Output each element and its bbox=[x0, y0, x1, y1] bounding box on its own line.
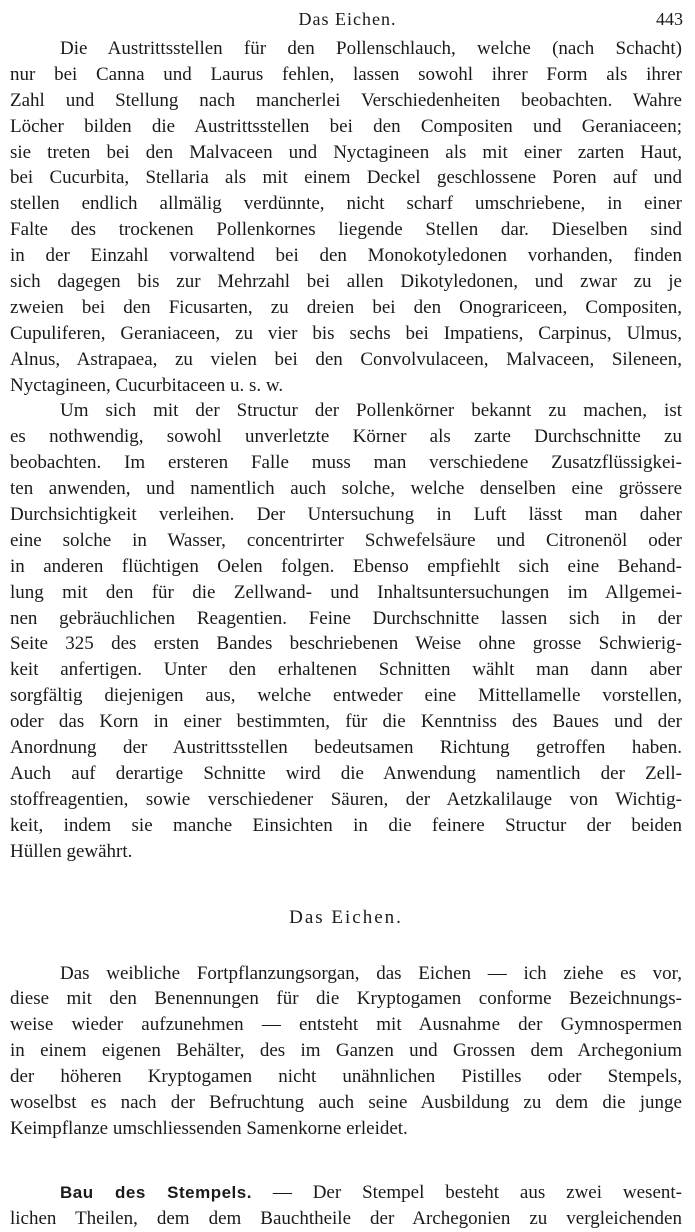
text-line: diese mit den Benennungen für die Kryptogamen conforme Bezeichnungs- bbox=[10, 988, 682, 1010]
body-text bbox=[10, 36, 682, 1232]
text-line: nen gebräuchlichen Reagentien. Feine Durchschnitte lassen sich in der bbox=[10, 607, 682, 629]
text-line bbox=[10, 1180, 682, 1206]
text-line: Anordnung der Austrittsstellen bedeutsamen Richtung getroffen haben. bbox=[10, 737, 682, 759]
text-line: Durchsichtigkeit verleihen. Der Untersuchung in Luft lässt man daher bbox=[10, 504, 682, 526]
text-line: Falte des trockenen Pollenkornes liegende Stellen dar. Dieselben sind bbox=[10, 219, 682, 241]
text-line: lung mit den für die Zellwand- und Inhaltsuntersuchungen im Allgemei- bbox=[10, 581, 682, 603]
text-line: nur bei Canna und Laurus fehlen, lassen sowohl ihrer Form als ihrer bbox=[10, 63, 682, 85]
text-line: Um sich mit der Structur der Pollenkörner bekannt zu machen, ist bbox=[60, 400, 682, 422]
text-line: in einem eigenen Behälter, des im Ganzen und Grossen dem Archegonium bbox=[10, 1040, 682, 1062]
text-line: Seite 325 des ersten Bandes beschriebenen Weise ohne grosse Schwierig- bbox=[10, 633, 682, 655]
text-line: Das weibliche Fortpflanzungsorgan, das Eichen — ich ziehe es vor, bbox=[60, 962, 682, 984]
page-number: 443 bbox=[656, 9, 683, 29]
text-line: sorgfältig diejenigen aus, welche entweder eine Mittellamelle vorstellen, bbox=[10, 685, 682, 707]
text-line: weise wieder aufzunehmen — entsteht mit Ausnahme der Gymnospermen bbox=[10, 1014, 682, 1036]
text-line: Zahl und Stellung nach mancherlei Verschiedenheiten beobachten. Wahre bbox=[10, 89, 682, 111]
text-line: ten anwenden, und namentlich auch solche, welche denselben eine grössere bbox=[10, 478, 682, 500]
text-line: Nyctagineen, Cucurbitaceen u. s. w. bbox=[10, 374, 284, 396]
text-line: Alnus, Astrapaea, zu vielen bei den Convolvulaceen, Malvaceen, Sileneen, bbox=[10, 348, 682, 370]
text-line: sich dagegen bis zur Mehrzahl bei allen Dikotyledonen, und zwar zu je bbox=[10, 271, 682, 293]
text-line: sie treten bei den Malvaceen und Nyctagineen als mit einer zarten Haut, bbox=[10, 141, 682, 163]
text-line: es nothwendig, sowohl unverletzte Körner als zarte Durchschnitte zu bbox=[10, 426, 682, 448]
text-line: lichen Theilen, dem dem Bauchtheile der Archegonien zu vergleichenden bbox=[10, 1207, 682, 1229]
running-head bbox=[0, 6, 695, 32]
text-line: keit anfertigen. Unter den erhaltenen Schnitten wählt man dann aber bbox=[10, 659, 682, 681]
text-line: woselbst es nach der Befruchtung auch seine Ausbildung zu dem die junge bbox=[10, 1091, 682, 1113]
text-line: stoffreagentien, sowie verschiedener Säuren, der Aetzkalilauge von Wichtig- bbox=[10, 788, 682, 810]
text-line: in der Einzahl vorwaltend bei den Monokotyledonen vorhanden, finden bbox=[10, 245, 682, 267]
text-line: bei Cucurbita, Stellaria als mit einem Deckel geschlossene Poren auf und bbox=[10, 167, 682, 189]
text-line: Löcher bilden die Austrittsstellen bei den Compositen und Geraniaceen; bbox=[10, 115, 682, 137]
text-line-rest: — Der Stempel besteht aus zwei wesent- bbox=[251, 1181, 682, 1203]
spacer bbox=[10, 1142, 682, 1180]
text-line: beobachten. Im ersteren Falle muss man verschiedene Zusatzflüssigkei- bbox=[10, 452, 682, 474]
text-line: Auch auf derartige Schnitte wird die Anwendung namentlich der Zell- bbox=[10, 762, 682, 784]
text-line: eine solche in Wasser, concentrirter Schwefelsäure und Citronenöl oder bbox=[10, 529, 682, 551]
text-line: oder das Korn in einer bestimmten, für die Kenntniss des Baues und der bbox=[10, 711, 682, 733]
text-line: keit, indem sie manche Einsichten in die feinere Structur der beiden bbox=[10, 814, 682, 836]
text-line: der höheren Kryptogamen nicht unähnlichen Pistilles oder Stempels, bbox=[10, 1066, 682, 1088]
spacer bbox=[10, 865, 682, 905]
text-line: zweien bei den Ficusarten, zu dreien bei den Onograriceen, Compositen, bbox=[10, 296, 682, 318]
run-in-heading: Bau des Stempels. bbox=[60, 1182, 252, 1202]
text-line: Die Austrittsstellen für den Pollenschlauch, welche (nach Schacht) bbox=[60, 38, 682, 59]
text-line: stellen endlich allmälig verdünnte, nicht scharf umschriebene, in einer bbox=[10, 193, 682, 215]
text-line: in anderen flüchtigen Oelen folgen. Ebenso empfiehlt sich eine Behand- bbox=[10, 555, 682, 577]
spacer bbox=[10, 931, 682, 961]
running-title: Das Eichen. bbox=[298, 9, 397, 29]
section-heading: Das Eichen. bbox=[289, 906, 403, 928]
text-line: Hüllen gewährt. bbox=[10, 840, 133, 862]
text-line: Keimpflanze umschliessenden Samenkorne erleidet. bbox=[10, 1117, 408, 1139]
text-line: Cupuliferen, Geraniaceen, zu vier bis sechs bei Impatiens, Carpinus, Ulmus, bbox=[10, 322, 682, 344]
